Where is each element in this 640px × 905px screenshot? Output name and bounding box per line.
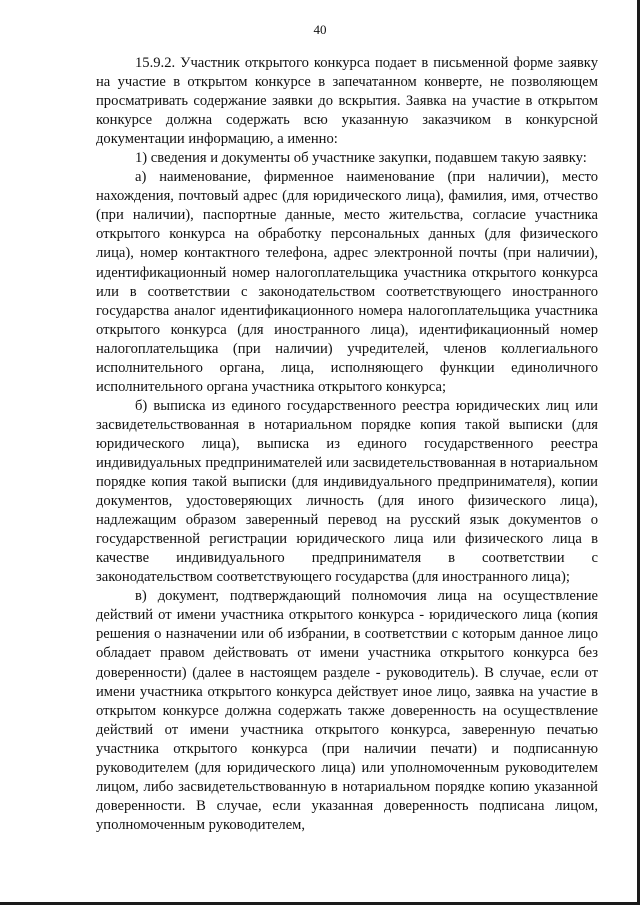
paragraph-subitem-v: в) документ, подтверждающий полномочия лица на осуществление действий от имени участника открытого конкурса - юридического лица (копия решения о назначении или об избрании, в соответствии с которым данное лицо обладает правом действовать от имени участника открытого конкурса без доверенности) (далее в настоящем разделе - руководитель). В случае, если от имени участника открытого конкурса действует иное лицо, заявка на участие в открытом конкурсе должна содержать также доверенность на осуществление действий от имени участника открытого конкурса, заверенную печатью участника открытого конкурса (при наличии печати) и подписанную руководителем (для юридического лица) или уполномоченным руководителем лицом, либо засвидетельствованную в нотариальном порядке копию указанной доверенности. В случае, если указанная доверенность подписана лицом, уполномоченным руководителем,	[96, 588, 598, 833]
page-number: 40	[313, 22, 327, 37]
document-body	[96, 54, 598, 835]
paragraph-item-1: 1) сведения и документы об участнике закупки, подавшем такую заявку:	[135, 150, 587, 167]
paragraph-15-9-2: 15.9.2. Участник открытого конкурса подает в письменной форме заявку на участие в открытом конкурсе в запечатанном конверте, не позволяющем просматривать содержание заявки до вскрытия. Заявка на участие в открытом конкурсе должна содержать всю указанную заказчиком в конкурсной документации информацию, а именно:	[96, 55, 598, 148]
paragraph-subitem-a: а) наименование, фирменное наименование (при наличии), место нахождения, почтовый адрес (для юридического лица), фамилия, имя, отчество (при наличии), паспортные данные, место жительства, согласие участника открытого конкурса на обработку персональных данных (для физического лица), номер контактного телефона, адрес электронной почты (при наличии), идентификационный номер налогоплательщика участника открытого конкурса или в соответствии с законодательством соответствующего иностранного государства аналог идентификационного номера налогоплательщика участника открытого конкурса (для иностранного лица), идентификационный номер налогоплательщика (при наличии) учредителей, членов коллегиального исполнительного органа, лица, исполняющего функции единоличного исполнительного органа участника открытого конкурса;	[96, 169, 598, 395]
paragraph-subitem-b: б) выписка из единого государственного реестра юридических лиц или засвидетельствованная в нотариальном порядке копия такой выписки (для юридического лица), выписка из единого государственного реестра индивидуальных предпринимателей или засвидетельствованная в нотариальном порядке копия такой выписки (для индивидуального предпринимателя), копии документов, удостоверяющих личность (для иного физического лица), надлежащим образом заверенный перевод на русский язык документов о государственной регистрации юридического лица или физического лица в качестве индивидуального предпринимателя в соответствии с законодательством соответствующего государства (для иностранного лица);	[96, 397, 598, 586]
